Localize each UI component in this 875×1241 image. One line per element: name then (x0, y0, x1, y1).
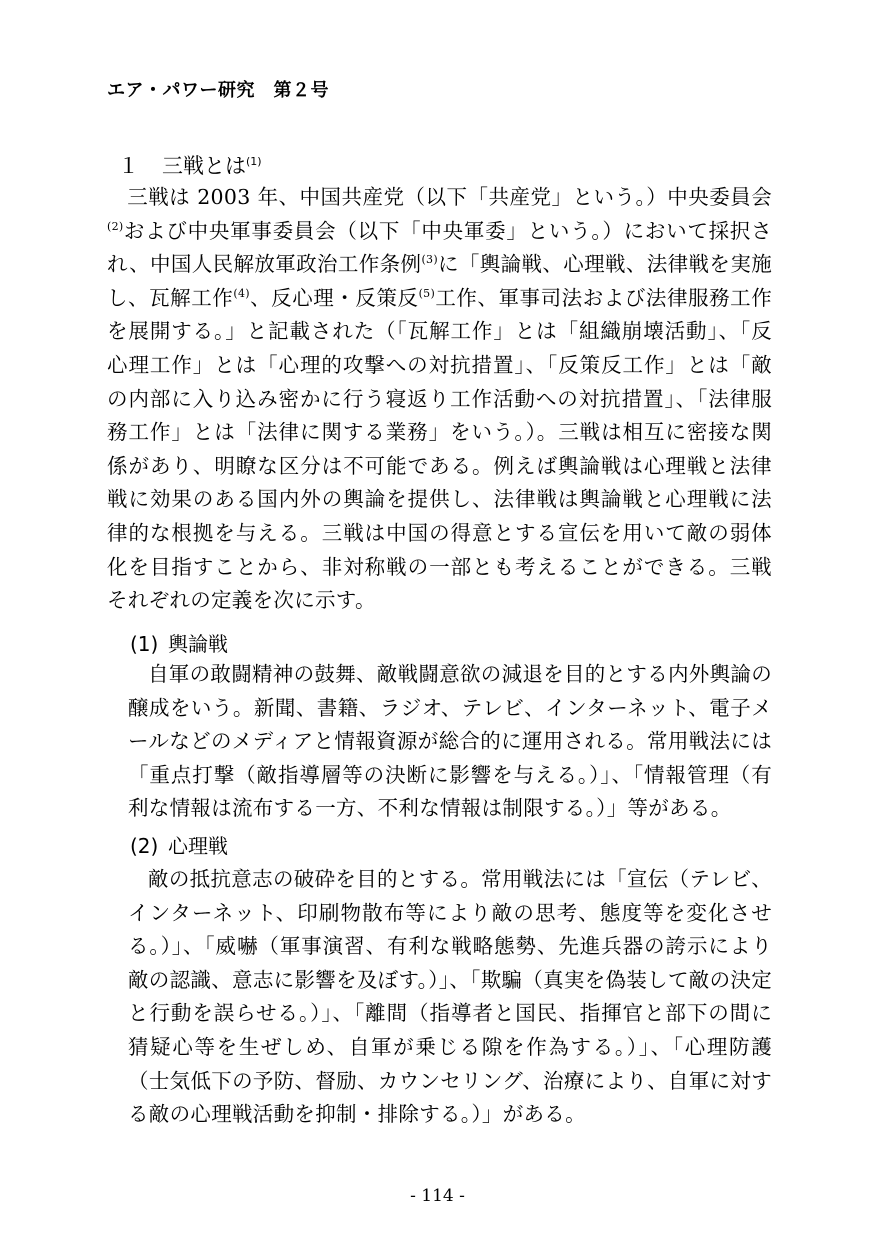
subsection-body: 自軍の敢闘精神の鼓舞、敵戦闘意欲の減退を目的とする内外輿論の醸成をいう。新聞、書籍、ラジオ、テレビ、インターネット、電子メールなどのメディアと情報資源が総合的に運用される。常用戦法には「重点打撃（敵指導層等の決断に影響を与える。）」、「情報管理（有利な情報は流布する一方、不利な情報は制限する。）」等がある。 (128, 662, 772, 821)
footnote-ref-1: (1) (246, 155, 262, 168)
subsection-paragraph (128, 658, 772, 826)
intro-paragraph (107, 181, 772, 618)
intro-text-1: 三戦は 2003 年、中国共産党（以下「共産党」という。）中央委員会 (127, 185, 772, 209)
section-number: １ (118, 154, 139, 178)
subsection-number: (2) (130, 834, 159, 858)
subsection-paragraph (128, 863, 772, 1132)
intro-text-3: に「輿論戦、心理戦、法律戦を実施し、瓦解工作 (107, 252, 772, 310)
section-heading (118, 150, 262, 180)
footnote-ref-3: (3) (421, 253, 438, 267)
subsection-heading (130, 628, 228, 657)
subsection-title: 心理戦 (168, 834, 228, 858)
section-title: 三戦とは (162, 154, 246, 178)
subsection-title: 輿論戦 (168, 632, 228, 656)
subsection-number: (1) (130, 632, 159, 656)
running-header: エア・パワー研究 第２号 (107, 80, 329, 101)
footnote-ref-4: (4) (233, 286, 250, 300)
footnote-ref-5: (5) (418, 286, 436, 300)
intro-text-5: 工作、軍事司法および法律服務工作を展開する。」と記載された（「瓦解工作」とは「組織崩壊活動」、「反心理工作」とは「心理的攻撃への対抗措置」、「反策反工作」とは「敵の内部に入り込み密かに行う寝返り工作活動への対抗措置」、「法律服務工作」とは「法律に関する業務」をいう。）。三戦は相互に密接な関係があり、明瞭な区分は不可能である。例えば輿論戦は心理戦と法律戦に効果のある国内外の輿論を提供し、法律戦は輿論戦と心理戦に法律的な根拠を与える。三戦は中国の得意とする宣伝を用いて敵の弱体化を目指すことから、非対称戦の一部とも考えることができる。三戦それぞれの定義を次に示す。 (107, 285, 772, 613)
page-number: - 114 - (410, 1186, 465, 1206)
footnote-ref-2: (2) (107, 219, 124, 233)
subsection-body: 敵の抵抗意志の破砕を目的とする。常用戦法には「宣伝（テレビ、インターネット、印刷物散布等により敵の思考、態度等を変化させる。）」、「威嚇（軍事演習、有利な戦略態勢、先進兵器の誇示により敵の認識、意志に影響を及ぼす。）」、「欺騙（真実を偽装して敵の決定と行動を誤らせる。）」、「離間（指導者と国民、指揮官と部下の間に猜疑心等を生ぜしめ、自軍が乗じる隙を作為する。）」、「心理防護（士気低下の予防、督励、カウンセリング、治療により、自軍に対する敵の心理戦活動を抑制・排除する。）」がある。 (128, 867, 772, 1127)
intro-text-2: および中央軍事委員会（以下「中央軍委」という。）において採択され、中国人民解放軍政治工作条例 (107, 218, 772, 277)
intro-text-4: 、反心理・反策反 (249, 285, 419, 310)
subsection-heading (130, 830, 228, 859)
